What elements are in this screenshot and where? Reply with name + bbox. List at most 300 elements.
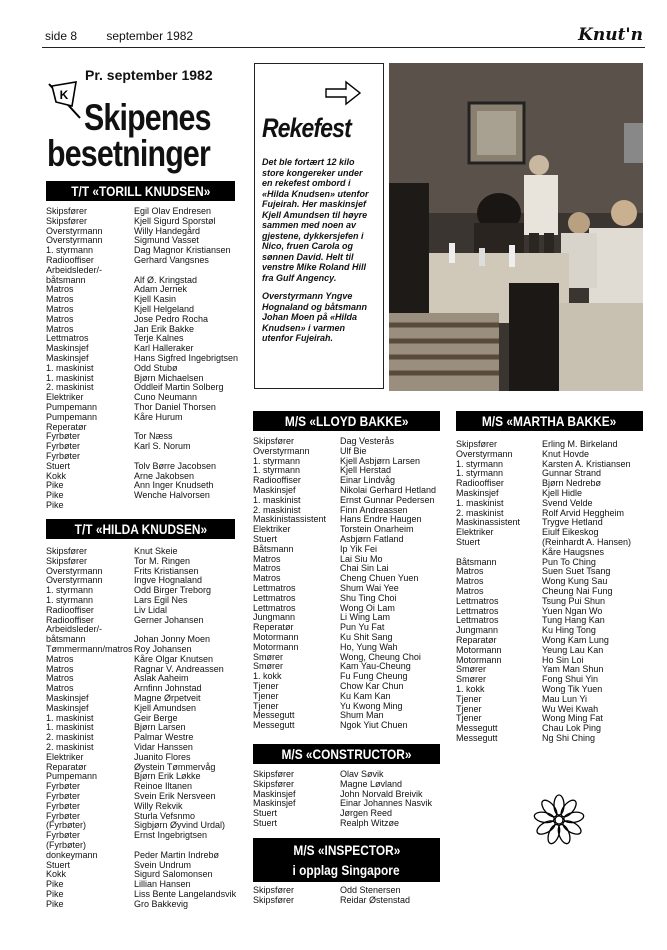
crew-name: Finn Andreassen bbox=[340, 504, 408, 515]
crew-name: Øystein Tømmervåg bbox=[134, 761, 216, 772]
crew-name: Kåre Hurum bbox=[134, 411, 183, 422]
crew-name: Willy Rekvik bbox=[134, 800, 183, 811]
crew-name: Kjell Sigurd Sporstøl bbox=[134, 215, 216, 226]
crew-name: Kjell Helgeland bbox=[134, 303, 195, 314]
crew-name: Roy Johansen bbox=[134, 643, 192, 654]
crew-rank: Kokk bbox=[46, 869, 67, 880]
crew-rank: Matros bbox=[46, 673, 74, 684]
crew-rank: 2. maskinist bbox=[253, 504, 301, 515]
crew-name: Sturla Vefsnmo bbox=[134, 810, 196, 821]
crew-name: Sigurd Salomonsen bbox=[134, 869, 213, 880]
crew-name: Magne Ørpetveit bbox=[134, 692, 201, 703]
crew-name: Ulf Bie bbox=[340, 445, 367, 456]
crew-rank: Tjener bbox=[456, 713, 482, 724]
crew-name: Lai Siu Mo bbox=[340, 553, 383, 564]
crew-rank: Jungmann bbox=[456, 625, 499, 636]
crew-rank: Skipsfører bbox=[253, 894, 295, 905]
crew-rank: Lettmatros bbox=[253, 592, 296, 603]
crew-name: Wong Kung Sau bbox=[542, 576, 608, 587]
crew-rank: Fyrbøter bbox=[46, 450, 81, 461]
crew-name: John Norvald Breivik bbox=[340, 788, 423, 799]
crew-name: Ernst Ingebrigtsen bbox=[134, 830, 208, 841]
crew-name: Magne Løvland bbox=[340, 778, 403, 789]
rekefest-paragraph-2: Overstyrmann Yngve Hognaland og båtsmann Johan Moen på «Hilda Knudsen» i varmen utenfor Fujeirah. bbox=[262, 291, 368, 343]
crew-rank: (Fyrbøter) bbox=[46, 839, 86, 850]
crew-name: Gerner Johansen bbox=[134, 614, 204, 625]
page-title-line1: Skipenes bbox=[84, 97, 211, 138]
date-line: Pr. september 1982 bbox=[85, 67, 213, 83]
crew-name: Chau Lok Ping bbox=[542, 723, 602, 734]
crew-rank: 1. maskinist bbox=[46, 722, 94, 733]
crew-rank: Messegutt bbox=[253, 720, 295, 731]
crew-name: Tung Hang Kan bbox=[542, 615, 605, 626]
crew-name: Arne Jakobsen bbox=[134, 470, 195, 481]
torill-crew-row bbox=[46, 501, 246, 511]
crew-name: Karl Halleraker bbox=[134, 343, 194, 354]
crew-name: Geir Berge bbox=[134, 712, 178, 723]
issue-date: september 1982 bbox=[106, 29, 194, 43]
crew-name: Bjørn Larsen bbox=[134, 722, 186, 733]
crew-name: Bjørn Nedrebø bbox=[542, 478, 602, 489]
crew-rank: Stuert bbox=[456, 536, 481, 547]
crew-rank: Pike bbox=[46, 888, 64, 899]
crew-rank: 1. styrmann bbox=[456, 458, 504, 469]
page-number: side 8 bbox=[45, 29, 78, 43]
header-rule bbox=[42, 47, 645, 48]
crew-rank: Reperatør bbox=[46, 421, 87, 432]
crew-rank: 1. styrmann bbox=[253, 455, 301, 466]
rekefest-title: Rekefest bbox=[262, 113, 351, 143]
crew-name: Hans Sigfred Ingebrigtsen bbox=[134, 352, 239, 363]
crew-name: Tsung Pui Shun bbox=[542, 595, 606, 606]
crew-name: Torstein Onarheim bbox=[340, 524, 414, 535]
inspector-title: M/S «INSPECTOR» bbox=[293, 842, 400, 858]
crew-name: Ho, Yung Wah bbox=[340, 641, 398, 652]
crew-name: Svein Erik Nersveen bbox=[134, 790, 216, 801]
crew-rank: Matros bbox=[46, 683, 74, 694]
crew-rank: 1. kokk bbox=[253, 671, 282, 682]
crew-name: Ann Inger Knudseth bbox=[134, 480, 214, 491]
crew-rank: Matros bbox=[46, 313, 74, 324]
crew-name: Knut Skeie bbox=[134, 546, 178, 556]
crew-name: Tolv Børre Jacobsen bbox=[134, 460, 217, 471]
crew-name: Nikolai Gerhard Hetland bbox=[340, 484, 437, 495]
crew-name: Dag Vesterås bbox=[340, 436, 395, 446]
martha-crew-list bbox=[456, 440, 656, 744]
crew-name: Ng Shi Ching bbox=[542, 732, 596, 743]
crew-rank: Maskinsjef bbox=[253, 798, 296, 809]
crew-rank: Båtsmann bbox=[456, 556, 497, 567]
crew-name: Chai Sin Lai bbox=[340, 563, 389, 574]
crew-rank: Elektriker bbox=[253, 524, 291, 535]
crew-name: Vidar Hanssen bbox=[134, 741, 193, 752]
crew-name: Chow Kar Chun bbox=[340, 680, 404, 691]
crew-name: Ho Sin Loi bbox=[542, 654, 584, 665]
crew-rank: 2. maskinist bbox=[46, 732, 94, 743]
inspector-subtitle: i opplag Singapore bbox=[292, 862, 401, 878]
flag-letter: K bbox=[59, 88, 69, 102]
lloyd-crew-row bbox=[253, 721, 453, 731]
lloyd-crew-list bbox=[253, 437, 453, 731]
torill-crew-list bbox=[46, 207, 246, 511]
crew-rank: Maskinsjef bbox=[46, 702, 89, 713]
crew-rank: Motormann bbox=[456, 654, 502, 665]
crew-name: Tor Næss bbox=[134, 431, 173, 442]
martha-crew-row bbox=[456, 734, 656, 744]
page-header bbox=[45, 29, 219, 43]
inspector-crew-list bbox=[253, 886, 453, 906]
crew-rank: Stuert bbox=[253, 808, 278, 819]
crew-rank: Smører bbox=[253, 661, 283, 672]
arrow-icon bbox=[324, 80, 362, 106]
crew-rank: Arbeidsleder/- bbox=[46, 264, 103, 275]
crew-name: Svend Velde bbox=[542, 497, 593, 508]
crew-rank: Pike bbox=[46, 480, 64, 491]
crew-name: Egil Olav Endresen bbox=[134, 206, 212, 216]
crew-rank: Lettmatros bbox=[253, 602, 296, 613]
crew-name: Aslak Aaheim bbox=[134, 673, 189, 684]
constructor-heading: M/S «CONSTRUCTOR» bbox=[253, 744, 440, 764]
constructor-crew-list bbox=[253, 770, 453, 829]
crew-name: Fong Shui Yin bbox=[542, 674, 599, 685]
crew-rank: Radiooffiser bbox=[46, 254, 94, 265]
crew-name: Terje Kalnes bbox=[134, 333, 184, 344]
lloyd-heading: M/S «LLOYD BAKKE» bbox=[253, 411, 440, 431]
crew-rank: Messegutt bbox=[253, 710, 295, 721]
crew-name: Ingve Hognaland bbox=[134, 575, 203, 586]
crew-rank: Maskinassistent bbox=[456, 517, 521, 528]
crew-name: Kjell Amundsen bbox=[134, 702, 197, 713]
crew-name: Reidar Østenstad bbox=[340, 894, 411, 905]
crew-rank: Fyrbøter bbox=[46, 781, 81, 792]
crew-name: Liv Lidal bbox=[134, 604, 168, 615]
crew-rank: Matros bbox=[253, 563, 281, 574]
crew-name: Shum Wai Yee bbox=[340, 582, 399, 593]
crew-name: Wong, Cheung Choi bbox=[340, 651, 421, 662]
crew-name: Kam Yau-Cheung bbox=[340, 661, 411, 672]
crew-name: Sigbjørn Øyvind Urdal) bbox=[134, 820, 226, 831]
crew-rank: Messegutt bbox=[456, 732, 498, 743]
page-title-line2: besetninger bbox=[47, 133, 210, 174]
inspector-crew-row bbox=[253, 896, 453, 906]
crew-rank: 1. maskinist bbox=[456, 497, 504, 508]
crew-rank: Stuert bbox=[46, 859, 71, 870]
crew-rank: 1. maskinist bbox=[253, 494, 301, 505]
crew-name: Wong Oi Lam bbox=[340, 602, 395, 613]
crew-rank: 2. maskinist bbox=[456, 507, 504, 518]
crew-name: Pun To Ching bbox=[542, 556, 596, 567]
inspector-heading bbox=[253, 838, 440, 882]
crew-rank: Fyrbøter bbox=[46, 441, 81, 452]
crew-rank: Overstyrmann bbox=[46, 235, 103, 246]
crew-rank: Motormann bbox=[253, 641, 299, 652]
crew-rank: Motormann bbox=[456, 644, 502, 655]
crew-rank: Lettmatros bbox=[253, 582, 296, 593]
crew-rank: Skipsfører bbox=[456, 439, 498, 449]
crew-name: Gro Bakkevig bbox=[134, 898, 189, 909]
crew-rank: Kokk bbox=[46, 470, 67, 481]
crew-rank: Skipsfører bbox=[253, 778, 295, 789]
crew-rank: Tømmermann/matros bbox=[46, 643, 133, 654]
crew-rank: 1. maskinist bbox=[46, 712, 94, 723]
crew-rank: Matros bbox=[46, 303, 74, 314]
crew-rank: 1. kokk bbox=[456, 683, 485, 694]
crew-name: Li Wing Lam bbox=[340, 612, 391, 623]
crew-rank: Stuert bbox=[253, 817, 278, 828]
crew-name: Jørgen Reed bbox=[340, 808, 393, 819]
flower-ornament-icon bbox=[531, 792, 587, 848]
crew-name: Sigmund Vasset bbox=[134, 235, 199, 246]
crew-rank: Matros bbox=[456, 585, 484, 596]
crew-name: Wong Kam Lung bbox=[542, 634, 609, 645]
crew-rank: 1. styrmann bbox=[253, 465, 301, 476]
crew-name: Bjørn Erik Løkke bbox=[134, 771, 201, 782]
crew-rank: Pike bbox=[46, 879, 64, 890]
crew-name: Yam Man Shun bbox=[542, 664, 604, 675]
crew-name: Kjell Asbjørn Larsen bbox=[340, 455, 421, 466]
magazine-logo: Knut'n bbox=[578, 25, 643, 45]
crew-rank: Tjener bbox=[456, 693, 482, 704]
crew-rank: Smører bbox=[456, 664, 486, 675]
rekefest-caption bbox=[262, 157, 374, 352]
crew-name: Cheng Chuen Yuen bbox=[340, 573, 419, 584]
crew-rank: Reparatør bbox=[456, 634, 497, 645]
crew-rank: Pike bbox=[46, 898, 64, 909]
crew-name: Odd Birger Treborg bbox=[134, 585, 212, 596]
crew-name: Suen Suet Tsang bbox=[542, 566, 611, 577]
crew-rank: 1. styrmann bbox=[46, 585, 94, 596]
crew-rank: donkeymann bbox=[46, 849, 98, 860]
crew-name: Lars Egil Nes bbox=[134, 594, 188, 605]
crew-rank: Fyrbøter bbox=[46, 790, 81, 801]
crew-rank: Radiooffiser bbox=[456, 478, 504, 489]
crew-name: Wenche Halvorsen bbox=[134, 490, 210, 501]
crew-rank: 2. maskinist bbox=[46, 382, 94, 393]
crew-rank: Skipsfører bbox=[46, 546, 88, 556]
crew-name: Pun Yu Fat bbox=[340, 622, 385, 633]
crew-name: Wong Ming Fat bbox=[542, 713, 603, 724]
crew-rank: Maskinistassistent bbox=[253, 514, 327, 525]
crew-rank: Messegutt bbox=[456, 723, 498, 734]
crew-name: Gerhard Vangsnes bbox=[134, 254, 209, 265]
hilda-heading: T/T «HILDA KNUDSEN» bbox=[46, 519, 235, 539]
crew-rank: 1. maskinist bbox=[46, 362, 94, 373]
crew-rank: Maskinsjef bbox=[253, 788, 296, 799]
crew-rank: Matros bbox=[46, 294, 74, 305]
crew-rank: Arbeidsleder/- bbox=[46, 624, 103, 635]
crew-rank: Tjener bbox=[253, 700, 279, 711]
crew-name: Cheung Nai Fung bbox=[542, 585, 613, 596]
crew-name: Ngok Yiut Chuen bbox=[340, 720, 408, 731]
crew-rank: Stuert bbox=[46, 460, 71, 471]
crew-name: Ernst Gunnar Pedersen bbox=[340, 494, 435, 505]
crew-rank: Overstyrmann bbox=[46, 565, 103, 576]
party-photo bbox=[389, 63, 643, 391]
crew-name: Ku Hing Tong bbox=[542, 625, 596, 636]
crew-name: Ku Shit Sang bbox=[340, 631, 393, 642]
crew-rank: Lettmatros bbox=[46, 333, 89, 344]
crew-name: Kjell Kasin bbox=[134, 294, 177, 305]
crew-name: Kåre Haugsnes bbox=[542, 546, 605, 557]
crew-rank: Jungmann bbox=[253, 612, 296, 623]
crew-name: Jose Pedro Rocha bbox=[134, 313, 209, 324]
crew-name: Johan Jonny Moen bbox=[134, 634, 211, 645]
crew-name: Thor Daniel Thorsen bbox=[134, 401, 216, 412]
rekefest-paragraph-1: Det ble fortært 12 kilo store kongereker under en rekefest ombord i «Hilda Knudsen» utenfor Fujeirah. Her maskinsjef Kjell Amundsen til høyre sammen med noen av gjestene, dykkersjefen i Nico, fruen Carola og sønnen David. Helt til venstre Mike Roland Hill fra Gulf Angency. bbox=[262, 157, 369, 283]
crew-name: Reinoe Iltanen bbox=[134, 781, 193, 792]
crew-name: Odd Stubø bbox=[134, 362, 178, 373]
crew-rank: Fyrbøter bbox=[46, 431, 81, 442]
crew-name: Ku Kam Kan bbox=[340, 690, 391, 701]
crew-name: Kjell Hidle bbox=[542, 487, 583, 498]
crew-name: Realph Witzøe bbox=[340, 817, 400, 828]
crew-name: Palmar Westre bbox=[134, 732, 194, 743]
crew-name: Yeung Lau Kan bbox=[542, 644, 604, 655]
crew-name: Adam Jernek bbox=[134, 284, 188, 295]
crew-rank: Pumpemann bbox=[46, 411, 98, 422]
crew-name: Juanito Flores bbox=[134, 751, 191, 762]
torill-crew-row bbox=[46, 491, 246, 501]
crew-rank: Elektriker bbox=[46, 751, 84, 762]
company-flag-icon bbox=[46, 80, 86, 120]
crew-name bbox=[134, 501, 246, 511]
crew-rank: 1. maskinist bbox=[46, 372, 94, 383]
crew-name: Asbjørn Fatland bbox=[340, 533, 404, 544]
crew-name: Frits Kristiansen bbox=[134, 565, 199, 576]
crew-name: Bjørn Michaelsen bbox=[134, 372, 204, 383]
crew-rank: båtsmann bbox=[46, 274, 86, 285]
crew-name: Tor M. Ringen bbox=[134, 555, 191, 566]
crew-rank: Båtsmann bbox=[253, 543, 294, 554]
crew-rank: Pike bbox=[46, 490, 64, 501]
crew-rank: Pumpemann bbox=[46, 401, 98, 412]
crew-name: Karsten A. Kristiansen bbox=[542, 458, 631, 469]
crew-rank: Reparatør bbox=[46, 761, 87, 772]
crew-name: Eiulf Eikeskog bbox=[542, 527, 599, 538]
crew-rank: Pike bbox=[46, 499, 64, 510]
crew-rank: Tjener bbox=[456, 703, 482, 714]
crew-rank: Skipsfører bbox=[253, 436, 295, 446]
crew-rank: 2. maskinist bbox=[46, 741, 94, 752]
crew-name: Wu Wei Kwah bbox=[542, 703, 599, 714]
martha-heading: M/S «MARTHA BAKKE» bbox=[456, 411, 643, 431]
crew-rank: Matros bbox=[46, 284, 74, 295]
crew-rank: Elektriker bbox=[456, 527, 494, 538]
crew-rank: Radiooffiser bbox=[46, 614, 94, 625]
crew-name: Erling M. Birkeland bbox=[542, 439, 618, 449]
crew-name: Knut Hovde bbox=[542, 448, 590, 459]
crew-name: Hans Endre Haugen bbox=[340, 514, 422, 525]
crew-name: Rolf Arvid Heggheim bbox=[542, 507, 625, 518]
crew-name: Ip Yik Fei bbox=[340, 543, 378, 554]
crew-rank: Stuert bbox=[253, 533, 278, 544]
crew-name: Karl S. Norum bbox=[134, 441, 191, 452]
crew-name: Yu Kwong Ming bbox=[340, 700, 403, 711]
crew-rank: Radiooffiser bbox=[46, 604, 94, 615]
crew-name: Kjell Herstad bbox=[340, 465, 392, 476]
crew-name: Cuno Neumann bbox=[134, 392, 198, 403]
crew-name: Oddleif Martin Solberg bbox=[134, 382, 224, 393]
crew-rank: Matros bbox=[253, 553, 281, 564]
crew-rank: Lettmatros bbox=[456, 605, 499, 616]
crew-name: Wong Tik Yuen bbox=[542, 683, 603, 694]
crew-rank: Smører bbox=[253, 651, 283, 662]
crew-rank: Skipsfører bbox=[253, 769, 295, 779]
crew-rank: Matros bbox=[456, 566, 484, 577]
crew-rank: Elektriker bbox=[46, 392, 84, 403]
crew-name: Arnfinn Johnstad bbox=[134, 683, 202, 694]
crew-name: Peder Martin Indrebø bbox=[134, 849, 220, 860]
crew-rank: Maskinsjef bbox=[253, 484, 296, 495]
crew-rank: Maskinsjef bbox=[46, 343, 89, 354]
crew-rank: Fyrbøter bbox=[46, 830, 81, 841]
crew-name: Dag Magnor Kristiansen bbox=[134, 245, 231, 256]
crew-rank: Matros bbox=[456, 576, 484, 587]
crew-name: Shum Man bbox=[340, 710, 384, 721]
crew-rank: Skipsfører bbox=[46, 215, 88, 226]
crew-rank: Overstyrmann bbox=[456, 448, 513, 459]
crew-rank: Tjener bbox=[253, 690, 279, 701]
crew-rank: Maskinsjef bbox=[46, 352, 89, 363]
crew-rank: Matros bbox=[46, 663, 74, 674]
crew-rank: Reperatør bbox=[253, 622, 294, 633]
crew-rank: Skipsfører bbox=[46, 555, 88, 566]
constructor-crew-row bbox=[253, 819, 453, 829]
crew-rank: 1. styrmann bbox=[456, 468, 504, 479]
hilda-crew-list bbox=[46, 547, 246, 909]
crew-rank: Fyrbøter bbox=[46, 810, 81, 821]
crew-name: (Reinhardt A. Hansen) bbox=[542, 536, 632, 547]
crew-name: Einar Lindvåg bbox=[340, 475, 396, 486]
crew-name: Shu Ting Choi bbox=[340, 592, 397, 603]
crew-name: Yuen Ngan Wo bbox=[542, 605, 603, 616]
crew-name: Odd Stenersen bbox=[340, 885, 401, 895]
crew-name: Svein Undrum bbox=[134, 859, 192, 870]
crew-rank: Overstyrmann bbox=[253, 445, 310, 456]
crew-rank: Matros bbox=[46, 323, 74, 334]
crew-rank: Smører bbox=[456, 674, 486, 685]
crew-rank: Motormann bbox=[253, 631, 299, 642]
crew-name: Gunnar Strand bbox=[542, 468, 602, 479]
crew-rank: båtsmann bbox=[46, 634, 86, 645]
torill-heading: T/T «TORILL KNUDSEN» bbox=[46, 181, 235, 201]
crew-name: Alf Ø. Kringstad bbox=[134, 274, 198, 285]
crew-rank: Overstyrmann bbox=[46, 575, 103, 586]
crew-name: Olav Søvik bbox=[340, 769, 384, 779]
crew-rank: 1. styrmann bbox=[46, 245, 94, 256]
crew-name: Einar Johannes Nasvik bbox=[340, 798, 433, 809]
crew-rank: Pumpemann bbox=[46, 771, 98, 782]
crew-rank: Lettmatros bbox=[456, 615, 499, 626]
crew-name: Willy Handegård bbox=[134, 225, 201, 236]
crew-name: Jan Erik Bakke bbox=[134, 323, 195, 334]
crew-name: Ragnar V. Andreassen bbox=[134, 663, 224, 674]
crew-name: Lillian Hansen bbox=[134, 879, 191, 890]
crew-rank: Tjener bbox=[253, 680, 279, 691]
crew-name: Liss Bente Langelandsvik bbox=[134, 888, 237, 899]
crew-name: Trygve Hetland bbox=[542, 517, 603, 528]
crew-rank: Skipsfører bbox=[46, 206, 88, 216]
crew-name: Fu Fung Cheung bbox=[340, 671, 408, 682]
crew-rank: Maskinsjef bbox=[456, 487, 499, 498]
crew-rank: Overstyrmann bbox=[46, 225, 103, 236]
crew-rank: Lettmatros bbox=[456, 595, 499, 606]
crew-rank: Radiooffiser bbox=[253, 475, 301, 486]
crew-name: Kåre Olgar Knutsen bbox=[134, 653, 214, 664]
crew-rank: Matros bbox=[253, 573, 281, 584]
crew-rank: 1. styrmann bbox=[46, 594, 94, 605]
crew-rank: Matros bbox=[46, 653, 74, 664]
